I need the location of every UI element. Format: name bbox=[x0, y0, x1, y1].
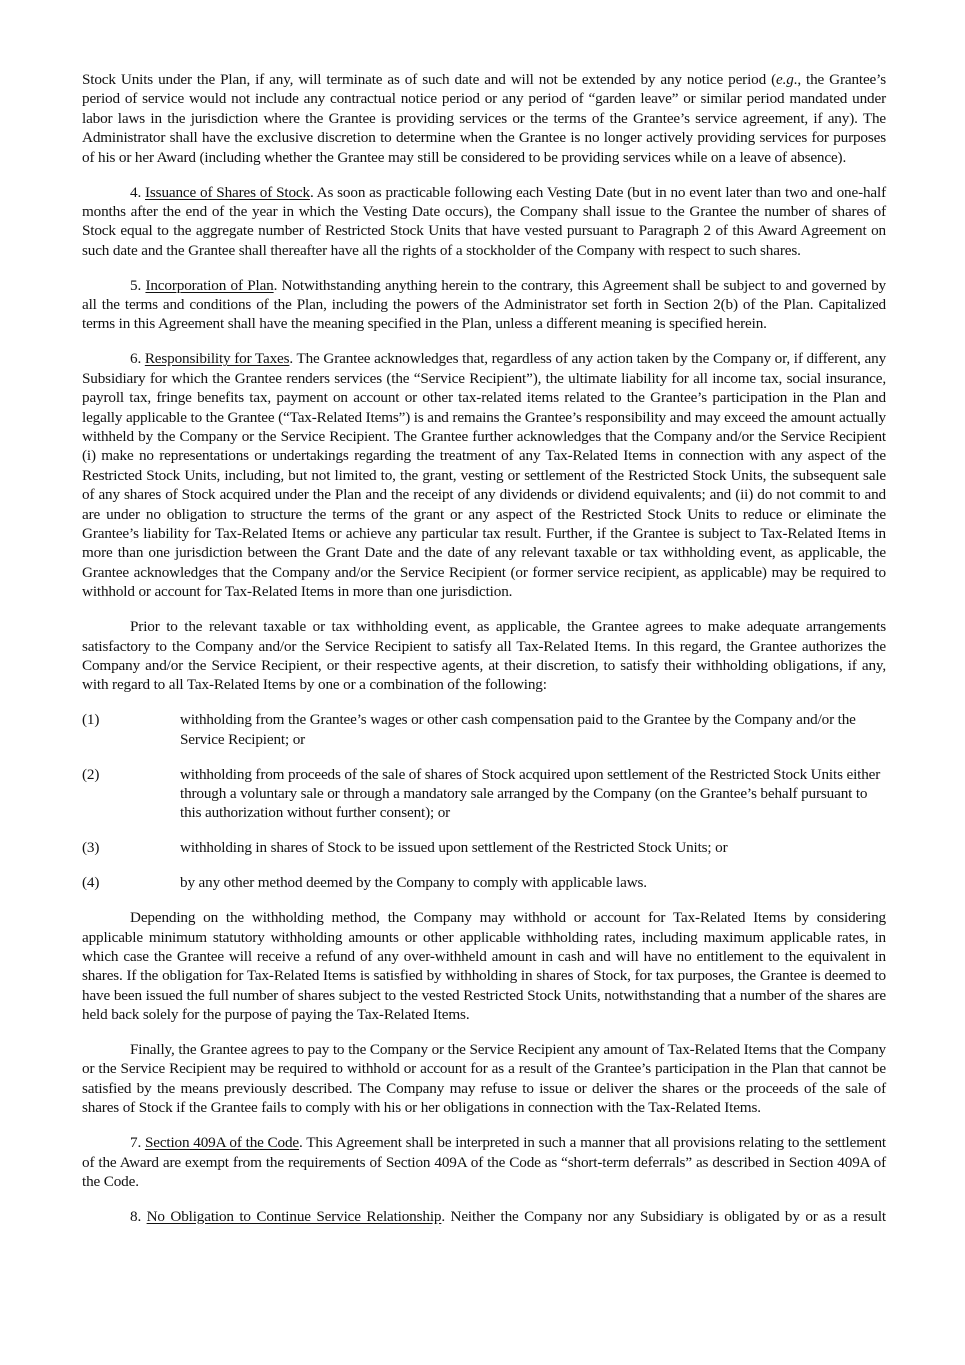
withholding-arrangements-paragraph: Prior to the relevant taxable or tax withholding event, as applicable, the Grantee agrees to make adequate arrangements satisfactory to the Company and/or the Service Recipient to satisfy all Tax-Related Items. In this regard, the Grantee authorizes the Company and/or the Service Recipient, or their respective agents, at their discretion, to satisfy their withholding obligations, if any, with regard to all Tax-Related Items by one or a combination of the following: bbox=[82, 618, 886, 694]
withholding-method-paragraph: Depending on the withholding method, the Company may withhold or account for Tax-Related Items by considering applicable minimum statutory withholding amounts or other applicable withholding rates, including maximum applicable rates, in which case the Grantee will receive a refund of any over-withheld amount in cash and will have no entitlement to the equivalent in shares. If the obligation for Tax-Related Items is satisfied by withholding in shares of Stock, for tax purposes, the Grantee is deemed to have been issued the full number of shares subject to the vested Restricted Stock Units, notwithstanding that a number of the shares are held back solely for the purpose of paying the Tax-Related Items. bbox=[82, 909, 886, 1024]
eg-italic: e.g bbox=[775, 71, 794, 88]
finally-paragraph: Finally, the Grantee agrees to pay to the Company or the Service Recipient any amount of Tax-Related Items that the Company or the Service Recipient may be required to withhold or account for as a result of the Grantee’s participation in the Plan that cannot be satisfied by the means previously described. The Company may refuse to issue or deliver the shares or the proceeds of the sale of shares of Stock if the Grantee fails to comply with his or her obligations in connection with the Tax-Related Items. bbox=[82, 1041, 886, 1117]
list-number: (1) bbox=[82, 711, 100, 729]
section-7-409a: 7. Section 409A of the Code. This Agreement shall be interpreted in such a manner that all provisions relating to the settlement of the Award are exempt from the requirements of Section 409A of the Code as “short-term deferrals” as described in Section 409A of the Code. bbox=[82, 1134, 886, 1190]
section-4-heading: Issuance of Shares of Stock bbox=[145, 183, 310, 201]
continuation-paragraph: Stock Units under the Plan, if any, will terminate as of such date and will not be extended by any notice period (e.g., the Grantee’s period of service would not include any contractual notice period or any period of “garden leave” or similar period mandated under labor laws in the jurisdiction where the Grantee is providing services or the terms of the Grantee’s service agreement, if any). The Administrator shall have the exclusive discretion to determine when the Grantee is no longer actively providing services for purposes of his or her Award (including whether the Grantee may still be considered to be providing services while on a leave of absence). bbox=[82, 71, 886, 166]
section-7-heading: Section 409A of the Code bbox=[144, 1134, 300, 1152]
section-8-no-obligation: 8. No Obligation to Continue Service Relationship. Neither the Company nor any Subsidiary is obligated by or as a result bbox=[130, 1207, 886, 1225]
document-page bbox=[82, 70, 886, 1226]
list-text: withholding in shares of Stock to be issued upon settlement of the Restricted Stock Units; or bbox=[180, 839, 728, 857]
list-text: withholding from the Grantee’s wages or other cash compensation paid to the Grantee by the Company and/or the Service Recipient; or bbox=[180, 711, 856, 748]
withholding-method-item-2 bbox=[82, 765, 886, 823]
list-text: by any other method deemed by the Company to comply with applicable laws. bbox=[180, 874, 647, 892]
section-5-incorporation-of-plan: 5. Incorporation of Plan. Notwithstanding anything herein to the contrary, this Agreement shall be subject to and governed by all the terms and conditions of the Plan, including the powers of the Administrator set forth in Section 2(b) of the Plan. Capitalized terms in this Agreement shall have the meaning specified in the Plan, unless a different meaning is specified herein. bbox=[82, 276, 886, 333]
withholding-method-item-3 bbox=[82, 838, 886, 857]
list-text: withholding from proceeds of the sale of shares of Stock acquired upon settlement of the Restricted Stock Units either through a voluntary sale or through a mandatory sale arranged by the Company (on the Grantee’s behalf pursuant to this authorization without further consent); or bbox=[180, 765, 881, 822]
section-6-heading: Responsibility for Taxes bbox=[144, 350, 290, 368]
section-6-responsibility-for-taxes: 6. Responsibility for Taxes. The Grantee acknowledges that, regardless of any action taken by the Company or, if different, any Subsidiary for which the Grantee renders services (the “Service Recipient”), the ultimate liability for all income tax, social insurance, payroll tax, fringe benefits tax, payment on account or other tax-related items related to the Grantee’s participation in the Plan and legally applicable to the Grantee (“Tax-Related Items”) is and remains the Grantee’s responsibility and may exceed the amount actually withheld by the Company or the Service Recipient. The Grantee further acknowledges that the Company and/or the Service Recipient (i) make no representations or undertakings regarding the treatment of any Tax-Related Items in connection with any aspect of the Restricted Stock Units, including, but not limited to, the grant, vesting or settlement of the Restricted Stock Units, the subsequent sale of any shares of Stock acquired under the Plan and the receipt of any dividends or dividend equivalents; and (ii) do not commit to and are under no obligation to structure the terms of the grant or any aspect of the Restricted Stock Units to reduce or eliminate the Grantee’s liability for Tax-Related Items or achieve any particular tax result. Further, if the Grantee is subject to Tax-Related Items in more than one jurisdiction between the Grant Date and the date of any relevant taxable or tax withholding event, as applicable, the Grantee acknowledges that the Company and/or the Service Recipient (or former service recipient, as applicable) may be required to withhold or account for Tax-Related Items in more than one jurisdiction. bbox=[82, 350, 887, 601]
list-number: (4) bbox=[82, 874, 100, 892]
withholding-method-item-4 bbox=[82, 873, 886, 892]
withholding-method-item-1 bbox=[82, 710, 886, 749]
list-number: (2) bbox=[82, 765, 100, 783]
section-8-heading: No Obligation to Continue Service Relationship bbox=[146, 1207, 442, 1225]
list-number: (3) bbox=[82, 839, 100, 857]
section-5-heading: Incorporation of Plan bbox=[145, 276, 274, 294]
section-4-issuance-of-shares: 4. Issuance of Shares of Stock. As soon as practicable following each Vesting Date (but in no event later than two and one-half months after the end of the year in which the Vesting Date occurs), the Company shall issue to the Grantee the number of shares of Stock equal to the aggregate number of Restricted Stock Units that have vested pursuant to Paragraph 2 of this Award Agreement on such date and the Grantee shall thereafter have all the rights of a stockholder of the Company with respect to such shares. bbox=[82, 183, 886, 259]
